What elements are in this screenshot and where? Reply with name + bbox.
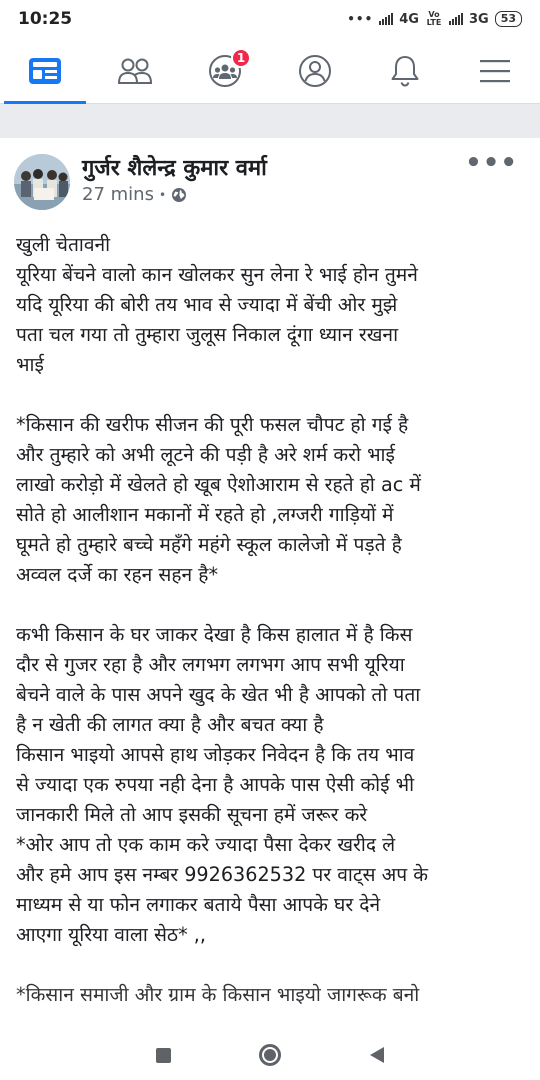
meta-separator: • xyxy=(158,187,167,202)
post-paragraph xyxy=(16,620,528,950)
post-paragraph xyxy=(16,410,528,590)
network-4g-label: 4G xyxy=(399,11,419,27)
news-feed-icon xyxy=(28,56,62,86)
post-text-line: और तुम्हारे को अभी लूटने की पड़ी है अरे शर्म करो भाई xyxy=(16,443,395,466)
post-text-line: आएगा यूरिया वाला सेठ* ,, xyxy=(16,923,206,946)
feed-post xyxy=(0,138,540,1030)
post-author-name[interactable]: गुर्जर शैलेन्द्र कुमार वर्मा xyxy=(82,156,267,181)
post-meta xyxy=(82,184,187,205)
post-text-line: से ज्यादा एक रुपया नही देना है आपके पास ऐसी कोई भी xyxy=(16,773,415,796)
more-notifications-icon: ••• xyxy=(347,12,374,26)
post-text-line: भाई xyxy=(16,353,44,376)
post-text-line: है न खेती की लागत क्या है और बचत क्या है xyxy=(16,713,324,736)
status-indicators xyxy=(347,11,522,27)
bell-icon xyxy=(389,54,421,88)
author-avatar[interactable] xyxy=(14,154,70,210)
post-options-button[interactable]: ••• xyxy=(465,148,518,178)
top-nav-bar xyxy=(0,38,540,104)
avatar-photo-icon xyxy=(14,154,70,210)
status-bar xyxy=(0,0,540,38)
system-nav-bar xyxy=(0,1030,540,1080)
post-text-line: अव्वल दर्जे का रहन सहन है* xyxy=(16,563,219,586)
post-paragraph xyxy=(16,980,528,1010)
post-text-line: बेचने वाले के पास अपने खुद के खेत भी है आपको तो पता xyxy=(16,683,421,706)
post-text xyxy=(16,230,528,1030)
nav-tab-news-feed[interactable] xyxy=(0,38,90,103)
home-button[interactable] xyxy=(250,1035,290,1075)
profile-icon xyxy=(297,53,333,89)
post-header xyxy=(0,138,540,218)
recents-button[interactable] xyxy=(143,1035,183,1075)
globe-icon xyxy=(171,187,187,203)
post-text-line: दौर से गुजर रहा है और लगभग लगभग आप सभी यूरिया xyxy=(16,653,405,676)
post-text-line: यदि यूरिया की बोरी तय भाव से ज्यादा में बेंची ओर मुझे xyxy=(16,293,398,316)
post-text-line: सोते हो आलीशान मकानों में रहते हो ,लग्जरी गाड़ियों में xyxy=(16,503,394,526)
post-text-line: माध्यम से या फोन लगाकर बताये पैसा आपके घर देने xyxy=(16,893,381,916)
post-timestamp[interactable]: 27 mins xyxy=(82,184,154,205)
status-time: 10:25 xyxy=(18,9,73,29)
nav-tab-friends[interactable] xyxy=(90,38,180,103)
nav-tab-menu[interactable] xyxy=(450,38,540,103)
hamburger-icon xyxy=(479,58,511,84)
back-triangle-icon xyxy=(368,1046,386,1064)
nav-tab-notifications[interactable] xyxy=(360,38,450,103)
post-text-line: कभी किसान के घर जाकर देखा है किस हालात में है किस xyxy=(16,623,413,646)
friends-icon xyxy=(117,56,153,86)
groups-notification-badge: 1 xyxy=(231,48,251,68)
post-text-line: जानकारी मिले तो आप इसकी सूचना हमें जरूर करे xyxy=(16,803,368,826)
post-text-line: लाखो करोड़ो में खेलते हो खूब ऐशोआराम से रहते हो ac में xyxy=(16,473,421,496)
post-text-line: और हमे आप इस नम्बर 9926362532 पर वाट्स अप के xyxy=(16,863,429,886)
nav-tab-groups[interactable] xyxy=(180,38,270,103)
battery-icon: 53 xyxy=(495,11,522,27)
signal-icon xyxy=(379,13,393,25)
post-text-line: *ओर आप तो एक काम करे ज्यादा पैसा देकर खरीद ले xyxy=(16,833,396,856)
network-3g-label: 3G xyxy=(468,11,489,27)
post-text-line: खुली चेतावनी xyxy=(16,233,111,256)
post-text-line: पता चल गया तो तुम्हारा जुलूस निकाल दूंगा ध्यान रखना xyxy=(16,323,399,346)
post-text-line: *किसान समाजी और ग्राम के किसान भाइयो जागरूक बनो xyxy=(16,983,420,1006)
feed-separator xyxy=(0,104,540,138)
volte-label: Vo LTE xyxy=(426,10,442,27)
post-text-line: किसान भाइयो आपसे हाथ जोड़कर निवेदन है कि तय भाव xyxy=(16,743,415,766)
circle-icon xyxy=(259,1044,281,1066)
post-text-line: यूरिया बेंचने वालो कान खोलकर सुन लेना रे भाई होन तुमने xyxy=(16,263,418,286)
nav-tab-profile[interactable] xyxy=(270,38,360,103)
back-button[interactable] xyxy=(357,1035,397,1075)
signal-icon-2 xyxy=(449,13,463,25)
post-text-line: घूमते हो तुम्हारे बच्चे महँगे महंगे स्कूल कालेजो में पड़ते है xyxy=(16,533,402,556)
post-text-line: *किसान की खरीफ सीजन की पूरी फसल चौपट हो गई है xyxy=(16,413,409,436)
post-paragraph xyxy=(16,230,528,380)
square-icon xyxy=(156,1048,171,1063)
